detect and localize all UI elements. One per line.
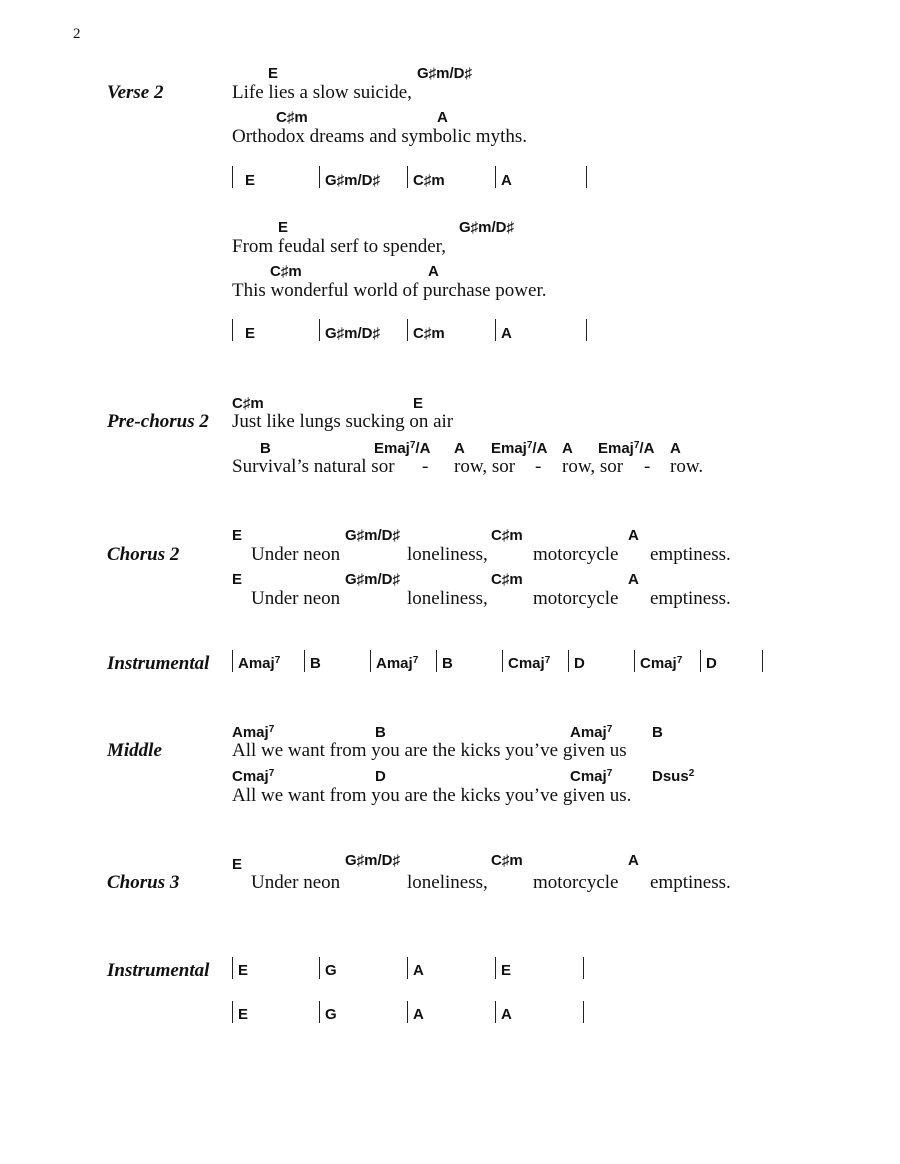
chord: A xyxy=(628,852,639,869)
lyric-line: All we want from you are the kicks you’ve given us. xyxy=(232,785,632,806)
chord: Dsus$^2$ xyxy=(652,768,695,785)
lyric-fragment: - xyxy=(535,456,542,477)
chord: A xyxy=(628,527,639,544)
bar-chord: Amaj$^7$ xyxy=(238,655,281,672)
bar-line xyxy=(436,650,437,672)
bar-line xyxy=(583,1001,584,1023)
lyric-line: Just like lungs sucking on air xyxy=(232,411,454,432)
section-label-chorus-3: Chorus 3 xyxy=(107,872,180,893)
lyric-fragment: row, sor xyxy=(454,456,516,477)
bar-line xyxy=(232,957,233,979)
chord: E xyxy=(268,65,279,82)
chord: B xyxy=(375,724,386,741)
bar-chord: A xyxy=(501,172,512,189)
chord: C♯m xyxy=(491,527,523,544)
bar-line xyxy=(586,319,587,341)
bar-chord: E xyxy=(245,325,256,342)
lyric-fragment: loneliness, xyxy=(407,872,488,893)
chord: C♯m xyxy=(232,395,264,412)
section-label-pre-chorus-2: Pre-chorus 2 xyxy=(107,411,209,432)
chord: E xyxy=(232,571,243,588)
bar-line xyxy=(495,1001,496,1023)
bar-line xyxy=(319,166,320,188)
bar-line xyxy=(407,319,408,341)
bar-chord: E xyxy=(245,172,256,189)
lyric-fragment: loneliness, xyxy=(407,544,488,565)
chord: C♯m xyxy=(491,571,523,588)
chord: D xyxy=(375,768,386,785)
chord: Amaj$^7$ xyxy=(232,724,275,741)
chord: G♯m/D♯ xyxy=(459,219,515,236)
bar-chord: E xyxy=(238,962,249,979)
chord: E xyxy=(232,856,243,873)
bar-line xyxy=(370,650,371,672)
bar-chord: A xyxy=(413,962,424,979)
section-label-middle: Middle xyxy=(107,740,162,761)
chord: G♯m/D♯ xyxy=(345,527,401,544)
bar-line xyxy=(304,650,305,672)
bar-chord: G♯m/D♯ xyxy=(325,325,381,342)
bar-chord: G♯m/D♯ xyxy=(325,172,381,189)
lyric-fragment: motorcycle xyxy=(533,588,619,609)
lyric-line: This wonderful world of purchase power. xyxy=(232,280,547,301)
lyric-fragment: Under neon xyxy=(251,588,341,609)
bar-chord: B xyxy=(310,655,321,672)
chord: C♯m xyxy=(276,109,308,126)
chord: Cmaj$^7$ xyxy=(232,768,275,785)
lyric-line: All we want from you are the kicks you’ve given us xyxy=(232,740,627,761)
lyric-line: From feudal serf to spender, xyxy=(232,236,446,257)
chord: E xyxy=(278,219,289,236)
bar-line xyxy=(586,166,587,188)
bar-chord: C♯m xyxy=(413,325,445,342)
bar-line xyxy=(502,650,503,672)
chord: E xyxy=(232,527,243,544)
bar-line xyxy=(762,650,763,672)
bar-line xyxy=(232,166,233,188)
chord: Emaj$^7$/A xyxy=(374,440,431,457)
chord: B xyxy=(652,724,663,741)
bar-line xyxy=(495,319,496,341)
bar-line xyxy=(319,957,320,979)
bar-chord: Cmaj$^7$ xyxy=(640,655,683,672)
lyric-fragment: loneliness, xyxy=(407,588,488,609)
lyric-fragment: row. xyxy=(670,456,704,477)
chord: G♯m/D♯ xyxy=(417,65,473,82)
bar-line xyxy=(232,650,233,672)
bar-line xyxy=(583,957,584,979)
chord: A xyxy=(670,440,681,457)
lyric-fragment: emptiness. xyxy=(650,544,731,565)
lyric-fragment: - xyxy=(644,456,651,477)
lyric-fragment: Under neon xyxy=(251,872,341,893)
chord: B xyxy=(260,440,271,457)
chord: A xyxy=(562,440,573,457)
lyric-line: Life lies a slow suicide, xyxy=(232,82,412,103)
bar-chord: B xyxy=(442,655,453,672)
chord: G♯m/D♯ xyxy=(345,852,401,869)
bar-chord: D xyxy=(706,655,717,672)
bar-chord: A xyxy=(413,1006,424,1023)
lyric-fragment: Survival’s natural sor xyxy=(232,456,395,477)
bar-chord: A xyxy=(501,1006,512,1023)
chord: A xyxy=(454,440,465,457)
section-label-instrumental: Instrumental xyxy=(107,653,210,674)
bar-chord: Amaj$^7$ xyxy=(376,655,419,672)
chord: Emaj$^7$/A xyxy=(598,440,655,457)
bar-chord: C♯m xyxy=(413,172,445,189)
chord: C♯m xyxy=(491,852,523,869)
section-label-verse-2: Verse 2 xyxy=(107,82,164,103)
bar-chord: E xyxy=(238,1006,249,1023)
chord: A xyxy=(428,263,439,280)
chord: Emaj$^7$/A xyxy=(491,440,548,457)
bar-chord: G xyxy=(325,1006,337,1023)
bar-line xyxy=(407,166,408,188)
section-label-instrumental: Instrumental xyxy=(107,960,210,981)
bar-line xyxy=(495,957,496,979)
bar-line xyxy=(495,166,496,188)
chord: Amaj$^7$ xyxy=(570,724,613,741)
chord: A xyxy=(628,571,639,588)
bar-line xyxy=(634,650,635,672)
bar-line xyxy=(700,650,701,672)
lyric-line: Orthodox dreams and symbolic myths. xyxy=(232,126,527,147)
bar-line xyxy=(319,1001,320,1023)
section-label-chorus-2: Chorus 2 xyxy=(107,544,180,565)
bar-line xyxy=(407,1001,408,1023)
chord: Cmaj$^7$ xyxy=(570,768,613,785)
lyric-fragment: - xyxy=(422,456,429,477)
bar-line xyxy=(407,957,408,979)
lyric-fragment: Under neon xyxy=(251,544,341,565)
bar-line xyxy=(232,1001,233,1023)
lyric-fragment: motorcycle xyxy=(533,544,619,565)
bar-chord: A xyxy=(501,325,512,342)
chord: G♯m/D♯ xyxy=(345,571,401,588)
bar-chord: Cmaj$^7$ xyxy=(508,655,551,672)
bar-line xyxy=(568,650,569,672)
bar-chord: G xyxy=(325,962,337,979)
bar-chord: E xyxy=(501,962,512,979)
chord: C♯m xyxy=(270,263,302,280)
chord: E xyxy=(413,395,424,412)
bar-line xyxy=(232,319,233,341)
lyric-fragment: emptiness. xyxy=(650,588,731,609)
chord: A xyxy=(437,109,448,126)
lyric-fragment: emptiness. xyxy=(650,872,731,893)
page-number: 2 xyxy=(73,26,81,42)
lyric-fragment: motorcycle xyxy=(533,872,619,893)
bar-chord: D xyxy=(574,655,585,672)
bar-line xyxy=(319,319,320,341)
lyric-fragment: row, sor xyxy=(562,456,624,477)
